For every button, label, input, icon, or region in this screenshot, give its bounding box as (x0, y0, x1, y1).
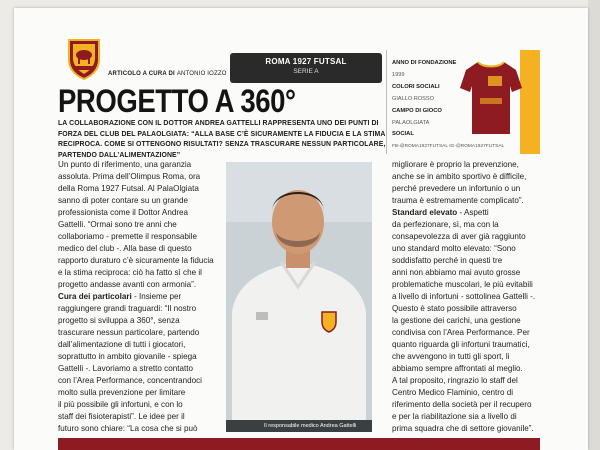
line-text: sanno di poter contare su un grande (58, 196, 189, 205)
subheading: Cura dei particolari (58, 292, 132, 301)
field-label: CAMPO DI GIOCO (392, 108, 442, 114)
line-text: Centro Medico Flaminio, centro di (392, 388, 514, 397)
text-line (392, 339, 538, 351)
founded-value: 1999 (392, 72, 405, 78)
team-name: ROMA 1927 FUTSAL (265, 57, 347, 66)
line-text: trauma è estremamente complicato”. (392, 196, 524, 205)
article-title: PROGETTO A 360° (58, 83, 296, 119)
line-text: anni non abbiamo mai avuto grosse (392, 268, 521, 277)
field-value: PALAOLGIATA (392, 120, 430, 126)
text-line (392, 255, 538, 267)
text-line (58, 327, 218, 339)
founded-label: ANNO DI FONDAZIONE (392, 60, 457, 66)
line-text: progetto si sviluppa a 360°, senza (58, 316, 180, 325)
article-column-left (58, 159, 218, 435)
text-line (58, 387, 218, 399)
line-text: della Roma 1927 Futsal. Al PalaOlgiata (58, 184, 199, 193)
text-line (58, 267, 218, 279)
line-text: assoluta. Prima dell’Olimpus Roma, ora (58, 172, 201, 181)
text-line (392, 243, 538, 255)
text-line (392, 387, 538, 399)
line-text: riferimento della società per il recupero (392, 400, 532, 409)
text-line (58, 399, 218, 411)
line-text: a livello di infortuni - sottolinea Gattelli -. (392, 292, 536, 301)
text-line (58, 303, 218, 315)
article-lead (58, 118, 388, 160)
byline-label: ARTICOLO A CURA DI (108, 71, 175, 77)
text-line (58, 315, 218, 327)
text-line (392, 351, 538, 363)
text-line (392, 183, 538, 195)
line-text: la gestione dei carichi, una gestione (392, 316, 521, 325)
line-text: uno standard molto elevato: “Sono (392, 244, 516, 253)
byline-author: ANTONIO IOZZO (176, 71, 227, 77)
line-text: e per la riabilitazione sia a livello di (392, 412, 517, 421)
line-text: soddisfatto perché in questi tre (392, 256, 503, 265)
page-edge (588, 0, 600, 450)
line-text: Questo è stato possibile attraverso (392, 304, 517, 313)
line-text: quanto riguarda gli infortuni traumatici, (392, 340, 530, 349)
colors-label: COLORI SOCIALI (392, 84, 440, 90)
line-text: medico del club -. Alla base di questo (58, 244, 192, 253)
line-text: Gattelli. “Ormai sono tre anni che (58, 220, 177, 229)
text-line (392, 231, 538, 243)
text-line (392, 423, 538, 435)
colors-value: GIALLO ROSSO (392, 96, 434, 102)
line-text: raggiungere grandi traguardi: “Il nostro (58, 304, 197, 313)
text-line (58, 351, 218, 363)
photo-caption: Il responsabile medico Andrea Gattelli (226, 420, 372, 432)
line-text: futuro sono chiare: “La cosa che si può (58, 424, 198, 433)
text-line (392, 267, 538, 279)
line-text: condivisa con l’Area Performance. Per (392, 328, 530, 337)
line-text: staff dei fisioterapisti”. Le idee per il (58, 412, 185, 421)
line-text: perché prevedere un infortunio o un (392, 184, 521, 193)
line-text: abbiamo sempre affrontati al meglio. (392, 364, 523, 373)
text-line (58, 243, 218, 255)
text-line (58, 231, 218, 243)
line-text: e la stima reciproca: ciò ha fatto sì che il (58, 268, 202, 277)
text-line (58, 279, 218, 291)
line-text: rapporto duraturo c’è sicuramente la fiducia (58, 256, 214, 265)
line-text: migliorare è proprio la prevenzione, (392, 160, 519, 169)
line-text: prima squadra che di settore giovanile”. (392, 424, 534, 433)
line-text: Gattelli -. Lavoriamo a stretto contatto (58, 364, 193, 373)
line-text: molto sulla prevenzione per limitare (58, 388, 186, 397)
line-text: - Aspetti (457, 208, 489, 217)
text-line (392, 171, 538, 183)
line-text: - Insieme per (131, 292, 182, 301)
text-line (58, 171, 218, 183)
text-line (58, 255, 218, 267)
line-text: dall’alimentazione di tutti i giocatori, (58, 340, 186, 349)
social-value: FB-@ROMA1927FUTSAL IG-@ROMA1927FUTSAL (392, 144, 505, 149)
doctor-portrait-icon (226, 162, 372, 420)
text-line (392, 315, 538, 327)
text-line (392, 303, 538, 315)
text-line (392, 219, 538, 231)
text-line (58, 159, 218, 171)
team-league: SERIE A (293, 68, 319, 75)
social-label: SOCIAL (392, 131, 414, 137)
lead-text: LA COLLABORAZIONE CON IL DOTTOR ANDREA GATTELLI RAPPRESENTA UNO DEI PUNTI DI FORZA DEL CLUB DEL PALAOLGIATA: “ALLA BASE C’È SICURAMENTE LA FIDUCIA E LA STIMA RECIPROCA. COME SI OTTENGONO RISULTATI? SENZA TRASCURARE NESSUN PARTICOLARE, PARTENDO DALL’ALIMENTAZIONE” (58, 118, 386, 159)
team-jersey-icon (458, 58, 524, 138)
doctor-photo (226, 162, 372, 420)
footer-bar (58, 438, 540, 450)
line-text: trascurare nessun particolare, partendo (58, 328, 200, 337)
line-text: professionista come il Dottor Andrea (58, 208, 189, 217)
text-line (58, 207, 218, 219)
line-text: collaboriamo - premette il responsabile (58, 232, 198, 241)
text-line (58, 363, 218, 375)
text-line (58, 219, 218, 231)
text-line (58, 411, 218, 423)
text-line (392, 291, 538, 303)
text-line (58, 423, 218, 435)
text-line (392, 375, 538, 387)
subheading: Standard elevato (392, 208, 458, 217)
line-text: il più possibile gli infortuni, e con lo (58, 400, 183, 409)
line-text: da perfezionare, sì, ma con la (392, 220, 499, 229)
article-column-right (392, 159, 538, 435)
roma-crest-icon (66, 38, 102, 80)
text-line (392, 411, 538, 423)
text-line (392, 159, 538, 171)
line-text: Un punto di riferimento, una garanzia (58, 160, 192, 169)
text-line (58, 339, 218, 351)
article-byline (108, 71, 227, 77)
text-line (58, 291, 218, 303)
text-line (392, 327, 538, 339)
text-line (392, 363, 538, 375)
text-line (392, 399, 538, 411)
text-line (58, 183, 218, 195)
text-line (58, 375, 218, 387)
line-text: soprattutto in ambito giovanile - spiega (58, 352, 197, 361)
team-header (230, 53, 382, 83)
line-text: anche se in ambito sportivo è difficile, (392, 172, 527, 181)
line-text: progetto andasse avanti con armonia”. (58, 280, 197, 289)
line-text: che avvengono in tutti gli sport, li (392, 352, 510, 361)
text-line (58, 195, 218, 207)
text-line (392, 195, 538, 207)
line-text: consapevolezza di aver già raggiunto (392, 232, 526, 241)
line-text: con l’Area Performance, concentrandoci (58, 376, 202, 385)
line-text: problematiche muscolari, le più evitabili (392, 280, 533, 289)
line-text: A tal proposito, ringrazio lo staff del (392, 376, 518, 385)
text-line (392, 279, 538, 291)
text-line (392, 207, 538, 219)
